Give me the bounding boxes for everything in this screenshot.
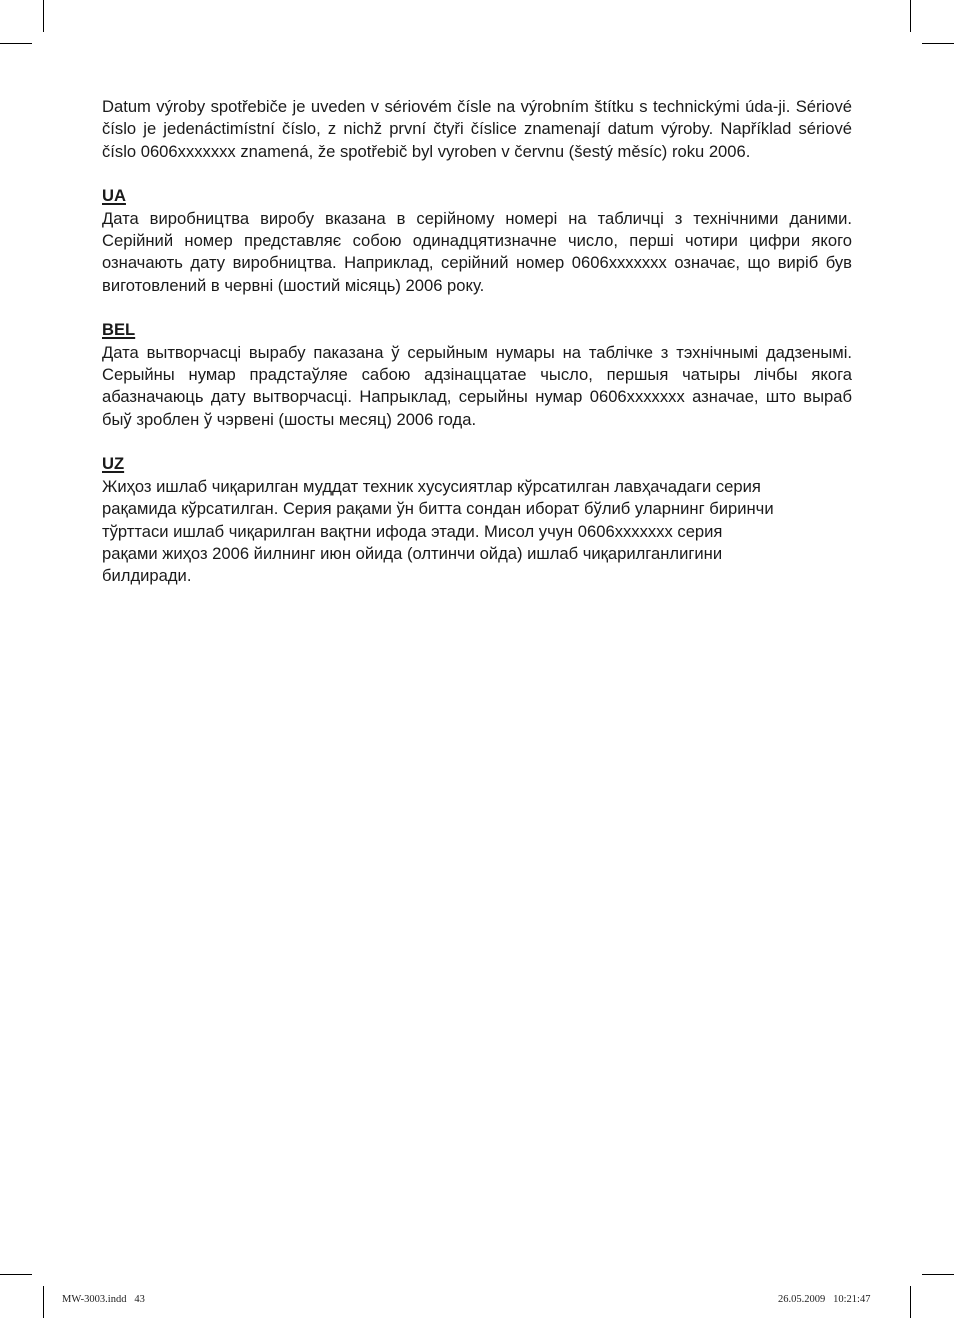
crop-mark-top-right-horizontal	[922, 43, 954, 44]
heading-ua: UA	[102, 186, 126, 206]
page-content	[102, 96, 852, 610]
paragraph-bel: Дата вытворчасці вырабу паказана ў серыйным нумары на таблічке з тэхнічнымі дадзенымі. Серыйны нумар прадстаўляе сабою адзінаццатае чысло, першыя чатыры лічбы якога абазначаюць дату вытворчасці. Напрыклад, серыйны нумар 0606xxxxxxx азначае, што выраб быў зроблен ў чэрвені (шосты месяц) 2006 года.	[102, 342, 852, 429]
paragraph-uz-line: билдиради.	[102, 566, 192, 586]
section-uz	[102, 453, 852, 587]
crop-mark-top-right-vertical	[910, 0, 911, 32]
crop-mark-bottom-right-vertical	[910, 1286, 911, 1318]
section-cz	[102, 96, 852, 163]
paragraph-uz-line: рақами жиҳоз 2006 йилнинг июн ойида (олтинчи ойда) ишлаб чиқарилганлигини	[102, 543, 723, 563]
paragraph-cz: Datum výroby spotřebiče je uveden v sériovém čísle na výrobním štítku s technickými úda-ji. Sériové číslo je jedenáctimístní číslo, z nichž první čtyři číslice znamenají datum výroby. Například sériové číslo 0606xxxxxxx znamená, že spotřebič byl vyroben v červnu (šestý měsíc) roku 2006.	[102, 97, 852, 161]
footer-file-info: MW-3003.indd 43	[62, 1294, 145, 1305]
heading-bel: BEL	[102, 320, 136, 340]
section-bel	[102, 319, 852, 431]
crop-mark-bottom-left-vertical	[43, 1286, 44, 1318]
crop-mark-bottom-left-horizontal	[0, 1274, 32, 1275]
crop-mark-top-left-vertical	[43, 0, 44, 32]
paragraph-uz-line: рақамида кўрсатилган. Серия рақами ўн битта сондан иборат бўлиб уларнинг биринчи	[102, 499, 774, 519]
crop-mark-top-left-horizontal	[0, 43, 32, 44]
footer-timestamp: 26.05.2009 10:21:47	[778, 1294, 871, 1305]
paragraph-uz	[102, 476, 852, 588]
paragraph-ua: Дата виробництва виробу вказана в серійному номері на табличці з технічними даними. Серійний номер представляє собою одинадцятизначне число, перші чотири цифри якого означають дату виробництва. Наприклад, серійний номер 0606xxxxxxx означає, що виріб був виготовлений в червні (шостий місяць) 2006 року.	[102, 208, 852, 295]
section-ua	[102, 185, 852, 297]
heading-uz: UZ	[102, 454, 125, 474]
paragraph-uz-line: Жиҳоз ишлаб чиқарилган муддат техник хусусиятлар кўрсатилган лавҳачадаги серия	[102, 476, 761, 496]
crop-mark-bottom-right-horizontal	[922, 1274, 954, 1275]
paragraph-uz-line: тўрттаси ишлаб чиқарилган вақтни ифода этади. Мисол учун 0606xxxxxxx серия	[102, 521, 723, 541]
